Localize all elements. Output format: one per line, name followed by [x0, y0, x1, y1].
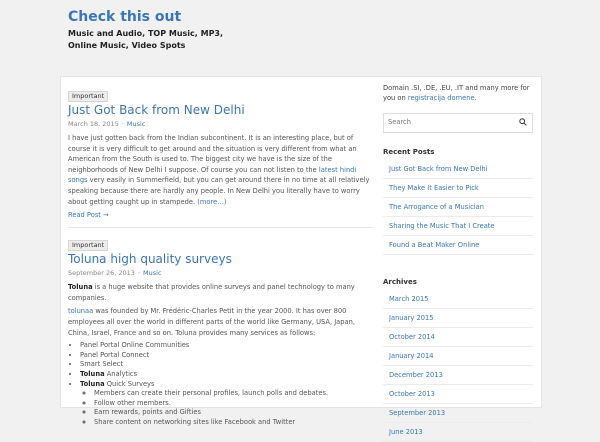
sublist-item: ◦ Earn rewards, points and Gifties — [94, 408, 374, 418]
post-title[interactable] — [68, 103, 374, 118]
list-item — [80, 380, 374, 428]
archive-item[interactable] — [383, 423, 533, 442]
search-input[interactable] — [388, 118, 508, 126]
archive-link[interactable]: October 2013 — [389, 390, 435, 398]
recent-post-link[interactable]: Sharing the Music That I Create — [389, 222, 495, 230]
domain-text: Domain .SI, .DE, .EU, .IT and many more for you on — [383, 84, 530, 102]
post-body — [68, 282, 374, 427]
post-body — [68, 133, 374, 207]
archive-link[interactable]: March 2015 — [389, 295, 429, 303]
post-tag[interactable]: Important — [68, 91, 108, 102]
archives-list — [383, 290, 533, 442]
sublist-item: ◦ Follow other members. — [94, 399, 374, 409]
recent-post-item[interactable] — [383, 217, 533, 236]
post-meta — [68, 120, 374, 128]
post-new-delhi — [68, 83, 374, 219]
archive-item[interactable] — [383, 385, 533, 404]
recent-post-link[interactable]: Just Got Back from New Delhi — [389, 165, 488, 173]
archive-link[interactable]: December 2013 — [389, 371, 443, 379]
meta-separator: · — [137, 269, 141, 278]
post-title-link[interactable]: Toluna high quality surveys — [68, 252, 232, 267]
sublist-item: ◦ Members can create their personal profiles, launch polls and debates. — [94, 389, 374, 399]
list-item: • Panel Portal Online Communities — [80, 341, 374, 351]
archive-link[interactable]: September 2013 — [389, 409, 446, 417]
list-item-text: Analytics — [104, 369, 138, 378]
hindi-songs-link[interactable]: latest hindi songs — [68, 165, 357, 185]
sublist-item: ◦ Share content on networking sites like Facebook and Twitter — [94, 418, 374, 428]
archive-item[interactable] — [383, 366, 533, 385]
site-description: Music and Audio, TOP Music, MP3, Online Music, Video Spots — [68, 29, 224, 50]
services-list — [68, 341, 374, 427]
toluna-bold: Toluna — [80, 379, 105, 388]
list-item-text: Quick Surveys — [104, 379, 155, 388]
site-title[interactable]: Check this out — [68, 9, 182, 25]
quick-surveys-sublist — [80, 389, 374, 427]
post-date: March 18, 2015 — [68, 120, 119, 128]
read-more-link[interactable]: Read Post → — [68, 211, 109, 220]
archive-item[interactable] — [383, 347, 533, 366]
recent-posts-list — [383, 160, 533, 255]
post-text: is a huge website that provides online surveys and panel technology to many companies. — [68, 283, 355, 302]
list-item: • Smart Select — [80, 360, 374, 370]
list-item — [80, 370, 374, 380]
post-meta — [68, 269, 374, 277]
archive-link[interactable]: October 2014 — [389, 333, 435, 341]
domain-widget — [383, 83, 533, 103]
recent-post-item[interactable] — [383, 160, 533, 179]
recent-posts-title: Recent Posts — [383, 148, 435, 156]
site-header — [60, 0, 540, 67]
archives-widget — [383, 278, 533, 442]
list-item: • Panel Portal Connect — [80, 351, 374, 361]
post-category[interactable]: Music — [143, 269, 162, 278]
search-form — [383, 113, 533, 133]
post-date: September 26, 2013 — [68, 269, 135, 278]
archive-link[interactable]: June 2013 — [389, 428, 423, 436]
post-title[interactable] — [68, 252, 374, 267]
post-text: was founded by Mr. Frédéric-Charles Petit in the year 2000. It has over 800 employees all over the world in different parts of the world like Germany, USA, Japan, China, Israel, France and so on. Toluna provides many services as follows: — [68, 307, 355, 337]
post-tag[interactable]: Important — [68, 240, 108, 251]
recent-post-link[interactable]: They Make It Easier to Pick — [389, 184, 479, 192]
archive-item[interactable] — [383, 290, 533, 309]
archive-item[interactable] — [383, 309, 533, 328]
registracija-domene-link[interactable]: registracija domene — [407, 94, 475, 102]
archive-link[interactable]: January 2015 — [389, 314, 434, 322]
recent-post-item[interactable] — [383, 236, 533, 255]
toluna-bold: Toluna — [80, 369, 105, 378]
tolunaa-link[interactable]: tolunaa — [68, 307, 94, 316]
post-text: I have just gotten back from the Indian subcontinent. It is an interesting place, but of course it is very difficult to get around and the situation is very different from what an American from the South is used to. The biggest city we have is the size of the neighborhoods of New Delhi I suppose. Of course you can not listen to the — [68, 134, 357, 174]
archive-item[interactable] — [383, 328, 533, 347]
domain-text-end: . — [474, 94, 477, 102]
archives-title: Archives — [383, 278, 417, 286]
recent-post-link[interactable]: Found a Beat Maker Online — [389, 241, 480, 249]
toluna-bold: Toluna — [68, 283, 93, 292]
recent-post-link[interactable]: The Arrogance of a Musician — [389, 203, 484, 211]
archive-item[interactable] — [383, 404, 533, 423]
post-toluna — [68, 232, 374, 427]
content-area — [60, 76, 542, 436]
archive-link[interactable]: January 2014 — [389, 352, 434, 360]
post-category[interactable]: Music — [126, 120, 146, 128]
more-link[interactable]: (more…) — [197, 197, 227, 206]
search-icon[interactable] — [519, 118, 527, 126]
recent-post-item[interactable] — [383, 198, 533, 217]
post-title-link[interactable]: Just Got Back from New Delhi — [68, 103, 245, 117]
sidebar — [383, 83, 533, 442]
post-text: very easily in Summerfield, but you can get around there in no time at all relatively speaking because there are hardly any people. In New Delhi you literally have to worry about getting caught up in stampede. — [68, 176, 370, 206]
recent-posts-widget — [383, 148, 533, 255]
recent-post-item[interactable] — [383, 179, 533, 198]
main-column — [68, 83, 374, 427]
post-divider — [68, 227, 374, 228]
meta-separator: · — [121, 120, 124, 128]
